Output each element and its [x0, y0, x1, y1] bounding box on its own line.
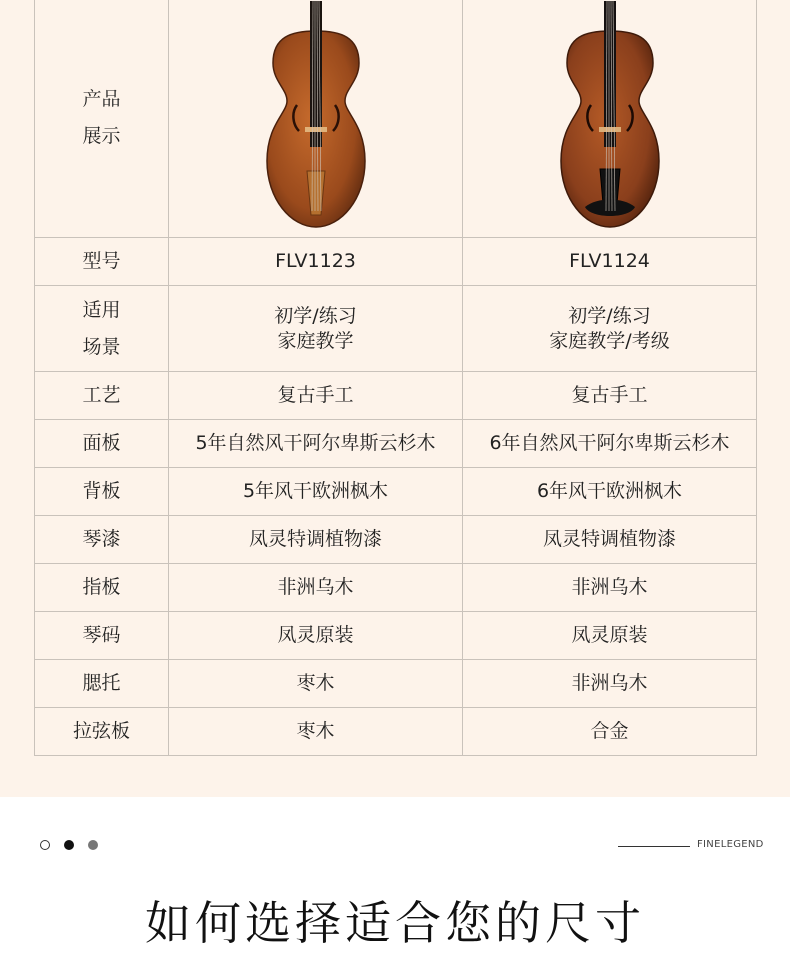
- violin-image-a: [169, 0, 463, 238]
- cell-a: 5年风干欧洲枫木: [169, 468, 463, 516]
- cell-a: 枣木: [169, 708, 463, 756]
- cell-b: FLV1124: [463, 238, 757, 286]
- table-row: [35, 660, 757, 708]
- row-label: 工艺: [35, 372, 169, 420]
- dot-icon: [40, 840, 50, 850]
- spec-table: [34, 0, 757, 756]
- table-row: [35, 286, 757, 372]
- violin-image-b: [463, 0, 757, 238]
- cell-b: 凤灵特调植物漆: [463, 516, 757, 564]
- cell-a: 非洲乌木: [169, 564, 463, 612]
- row-label: 琴漆: [35, 516, 169, 564]
- row-label: 面板: [35, 420, 169, 468]
- dot-icon: [64, 840, 74, 850]
- row-label: 指板: [35, 564, 169, 612]
- violin-a-image: [251, 1, 381, 235]
- cell-b: 非洲乌木: [463, 660, 757, 708]
- row-label: 背板: [35, 468, 169, 516]
- row-label: 拉弦板: [35, 708, 169, 756]
- dot-icon: [88, 840, 98, 850]
- cell-a: FLV1123: [169, 238, 463, 286]
- cell-b: 凤灵原装: [463, 612, 757, 660]
- row-label: 腮托: [35, 660, 169, 708]
- cell-a: 复古手工: [169, 372, 463, 420]
- row-label: 型号: [35, 238, 169, 286]
- divider: [618, 846, 690, 847]
- cell-b: 6年风干欧洲枫木: [463, 468, 757, 516]
- cell-a: 初学/练习 家庭教学: [169, 286, 463, 372]
- row-label: 琴码: [35, 612, 169, 660]
- cell-a: 凤灵原装: [169, 612, 463, 660]
- table-row: [35, 372, 757, 420]
- cell-b: 6年自然风干阿尔卑斯云杉木: [463, 420, 757, 468]
- table-row: [35, 708, 757, 756]
- cell-b: 合金: [463, 708, 757, 756]
- label-product-display: 产品 展示: [35, 0, 169, 238]
- table-row: [35, 564, 757, 612]
- violin-b-image: [545, 1, 675, 235]
- table-row: [35, 468, 757, 516]
- cell-a: 5年自然风干阿尔卑斯云杉木: [169, 420, 463, 468]
- cell-b: 初学/练习 家庭教学/考级: [463, 286, 757, 372]
- row-label: 适用 场景: [35, 286, 169, 372]
- table-row: [35, 420, 757, 468]
- cell-b: 非洲乌木: [463, 564, 757, 612]
- brand-name: FINELEGEND: [697, 839, 764, 850]
- table-row: [35, 238, 757, 286]
- cell-a: 枣木: [169, 660, 463, 708]
- cell-b: 复古手工: [463, 372, 757, 420]
- section-title: 如何选择适合您的尺寸: [145, 896, 645, 950]
- cell-a: 凤灵特调植物漆: [169, 516, 463, 564]
- table-row: [35, 516, 757, 564]
- table-row: [35, 612, 757, 660]
